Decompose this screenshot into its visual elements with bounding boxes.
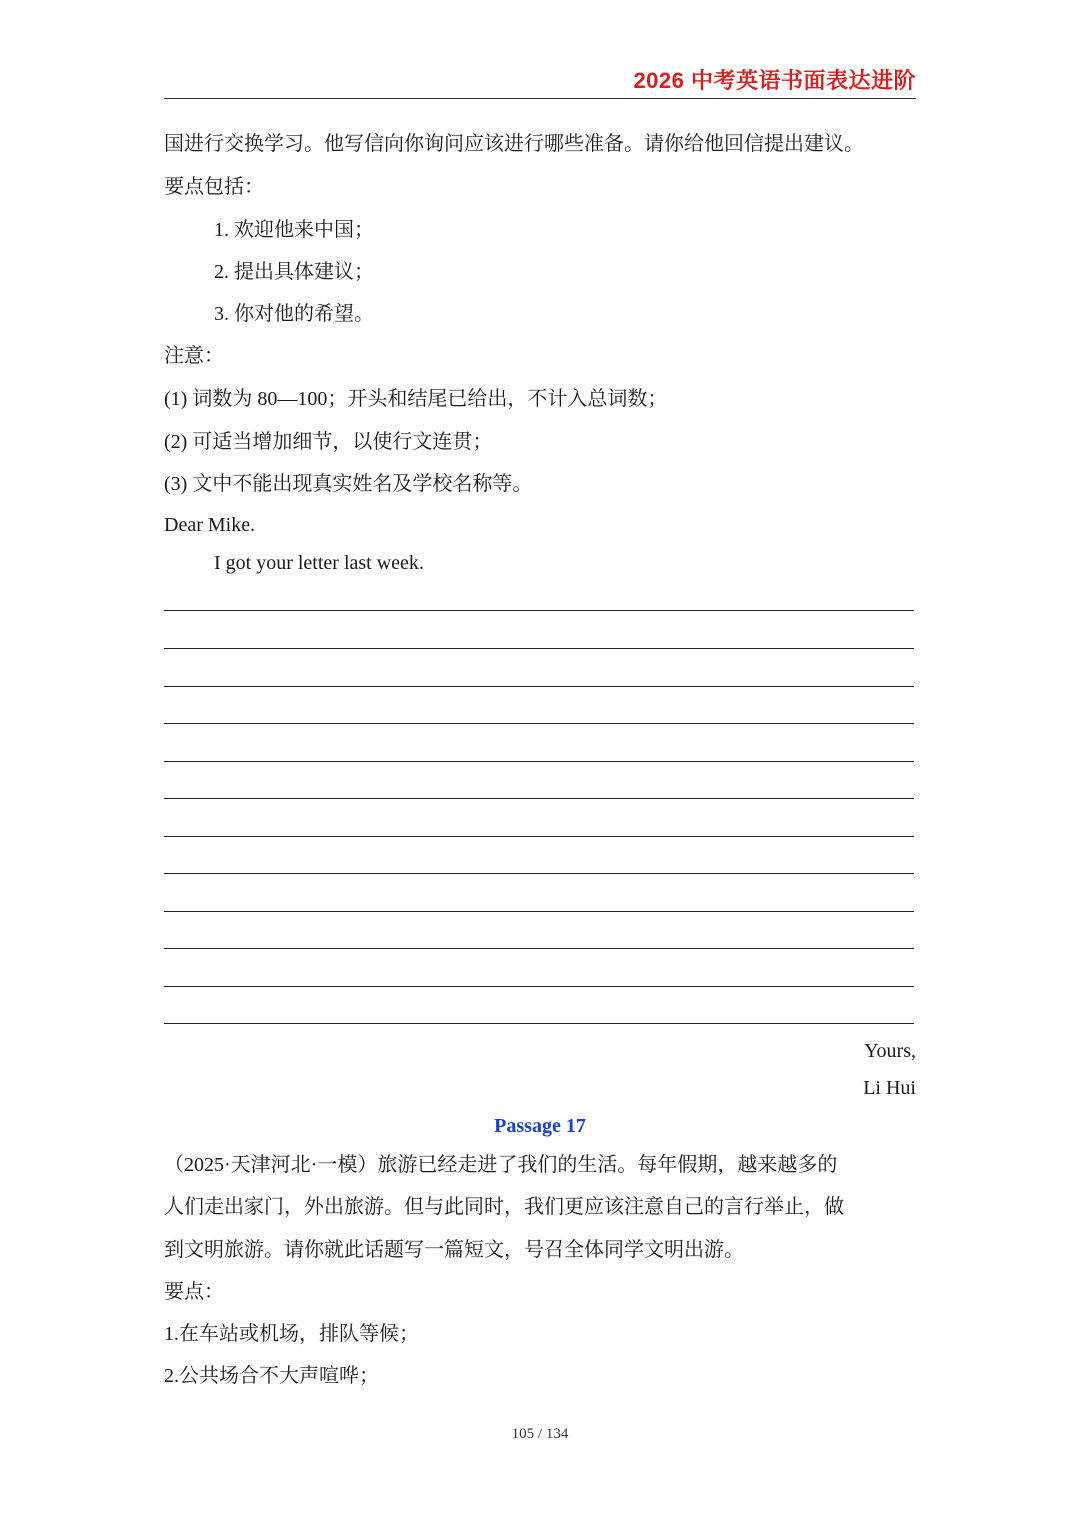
task1-point-3: 3. 你对他的希望。 bbox=[214, 303, 374, 325]
task1-note-1: (1) 词数为 80—100；开头和结尾已给出，不计入总词数； bbox=[164, 388, 668, 410]
letter-signature: Li Hui bbox=[863, 1077, 916, 1099]
writing-line bbox=[164, 610, 914, 611]
header-divider bbox=[164, 98, 916, 99]
writing-line bbox=[164, 836, 914, 837]
passage17-intro-line-1: （2025·天津河北·一模）旅游已经走进了我们的生活。每年假期，越来越多的 bbox=[164, 1154, 838, 1176]
passage17-intro-line-2: 人们走出家门，外出旅游。但与此同时，我们更应该注意自己的言行举止，做 bbox=[164, 1196, 844, 1218]
task1-intro-end: 国进行交换学习。他写信向你询问应该进行哪些准备。请你给他回信提出建议。 bbox=[164, 133, 864, 155]
passage17-intro-line-3: 到文明旅游。请你就此话题写一篇短文，号召全体同学文明出游。 bbox=[164, 1239, 744, 1261]
writing-line bbox=[164, 986, 914, 987]
letter-salutation: Dear Mike. bbox=[164, 514, 256, 536]
writing-line bbox=[164, 723, 914, 724]
passage17-point-1: 1.在车站或机场，排队等候； bbox=[164, 1323, 419, 1345]
writing-line bbox=[164, 1023, 914, 1024]
task1-note-2: (2) 可适当增加细节，以使行文连贯； bbox=[164, 431, 493, 453]
writing-line bbox=[164, 798, 914, 799]
task1-note-3: (3) 文中不能出现真实姓名及学校名称等。 bbox=[164, 473, 533, 495]
writing-line bbox=[164, 648, 914, 649]
passage17-point-2: 2.公共场合不大声喧哗； bbox=[164, 1365, 379, 1387]
letter-closing: Yours, bbox=[864, 1040, 916, 1062]
task1-notes-label: 注意： bbox=[164, 345, 224, 367]
task1-point-2: 2. 提出具体建议； bbox=[214, 261, 374, 283]
writing-line bbox=[164, 948, 914, 949]
passage17-points-label: 要点： bbox=[164, 1281, 224, 1303]
passage-title: Passage 17 bbox=[494, 1115, 586, 1137]
task1-point-1: 1. 欢迎他来中国； bbox=[214, 219, 374, 241]
header-title: 2026 中考英语书面表达进阶 bbox=[633, 68, 916, 93]
writing-line bbox=[164, 911, 914, 912]
letter-opening: I got your letter last week. bbox=[214, 552, 424, 574]
task1-points-label: 要点包括： bbox=[164, 176, 264, 198]
writing-line bbox=[164, 686, 914, 687]
page-number: 105 / 134 bbox=[511, 1426, 569, 1442]
writing-line bbox=[164, 761, 914, 762]
writing-line bbox=[164, 873, 914, 874]
